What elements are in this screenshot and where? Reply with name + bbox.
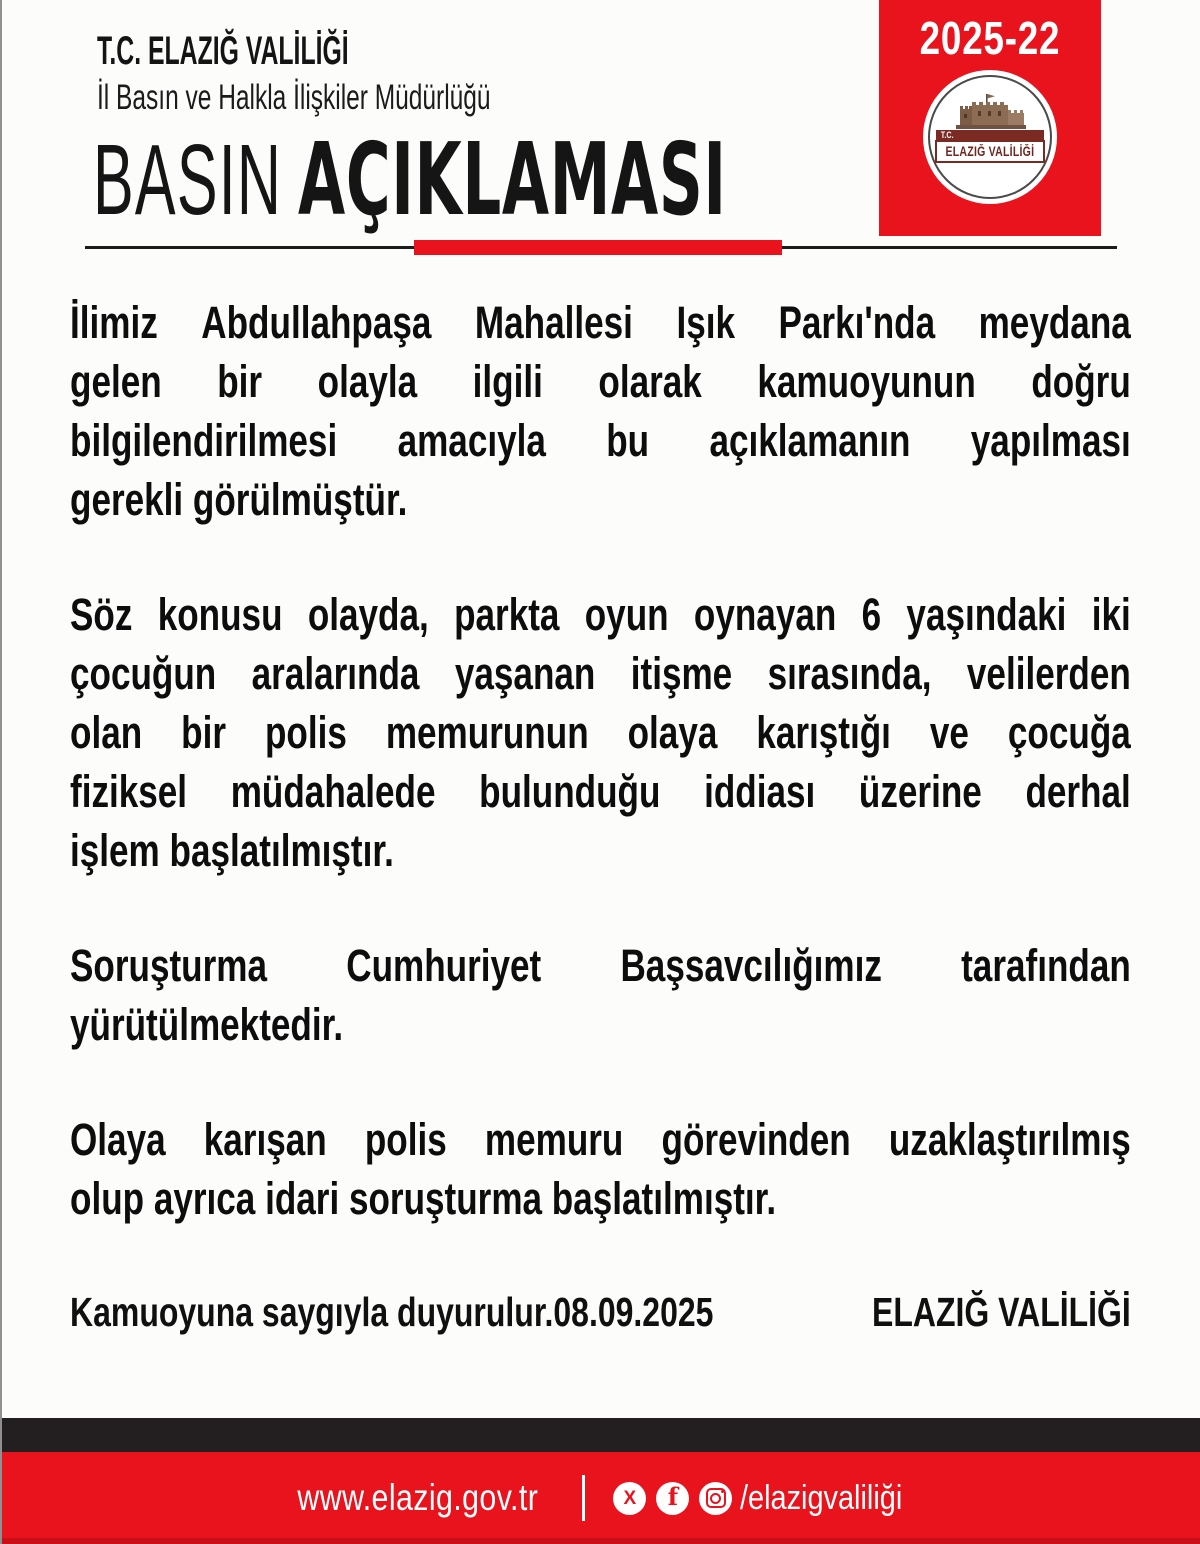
release-number: 2025-22	[919, 12, 1061, 64]
paragraph	[70, 1110, 1131, 1228]
paragraph	[70, 936, 1131, 1054]
logo-label-text: ELAZIĞ VALİLİĞİ	[945, 144, 1035, 159]
text-line: olan bir polis memurunun olaya karıştığı ve çocuğa	[70, 707, 1131, 758]
release-number-badge	[879, 0, 1101, 236]
department-name: İl Basın ve Halkla İlişkiler Müdürlüğü	[97, 78, 491, 117]
text-line: Olaya karışan polis memuru görevinden uzaklaştırılmış	[70, 1114, 1131, 1165]
text-line: İlimiz Abdullahpaşa Mahallesi Işık Parkı'nda meydana	[70, 297, 1131, 348]
text-line: bilgilendirilmesi amacıyla bu açıklamanın yapılması	[70, 415, 1131, 466]
logo-label-box	[935, 140, 1045, 163]
paragraph	[70, 585, 1131, 880]
agency-name: T.C. ELAZIĞ VALİLİĞİ	[97, 29, 349, 73]
page-title	[93, 121, 727, 238]
text-line: çocuğun aralarında yaşanan itişme sırasında, velilerden	[70, 648, 1131, 699]
text-line: işlem başlatılmıştır.	[70, 825, 394, 876]
footer-red-bar	[2, 1452, 1200, 1544]
text-line: gelen bir olayla ilgili olarak kamuoyunun doğru	[70, 356, 1131, 407]
x-glyph: X	[623, 1487, 637, 1509]
text-line: yürütülmektedir.	[70, 999, 344, 1050]
closing-signature: ELAZIĞ VALİLİĞİ	[871, 1289, 1131, 1335]
website-link[interactable]: www.elazig.gov.tr	[297, 1477, 538, 1518]
social-icons	[613, 1482, 732, 1515]
governorship-logo	[923, 70, 1057, 204]
logo-maroon-bar	[936, 130, 1044, 140]
title-word-basin: BASIN	[93, 124, 283, 236]
x-twitter-icon[interactable]	[613, 1482, 646, 1515]
f-glyph: f	[667, 1482, 679, 1511]
facebook-icon[interactable]	[656, 1482, 689, 1515]
closing-row	[70, 1286, 1131, 1339]
text-line: fiziksel müdahalede bulunduğu iddiası üzerine derhal	[70, 766, 1131, 817]
footer-bottom-edge	[2, 1538, 1200, 1544]
social-handle-link[interactable]: /elazigvaliliği	[740, 1478, 903, 1517]
paragraph	[70, 293, 1131, 529]
instagram-glyph	[706, 1488, 726, 1508]
text-line: olup ayrıca idari soruşturma başlatılmıştır.	[70, 1173, 777, 1224]
header-divider-red-segment	[414, 240, 782, 255]
text-line: Söz konusu olayda, parkta oyun oynayan 6 yaşındaki iki	[70, 589, 1131, 640]
text-line: Soruşturma Cumhuriyet Başsavcılığımız tarafından	[70, 940, 1131, 991]
closing-statement-date: Kamuoyuna saygıyla duyurulur.08.09.2025	[70, 1289, 714, 1335]
footer-dark-bar	[2, 1418, 1200, 1452]
instagram-icon[interactable]	[699, 1482, 732, 1515]
logo-tc-text: T.C.	[940, 130, 954, 140]
press-release-body	[70, 293, 1131, 1228]
title-word-aciklamasi: AÇIKLAMASI	[298, 121, 727, 238]
text-line: gerekli görülmüştür.	[70, 474, 408, 525]
footer-separator	[582, 1475, 585, 1521]
